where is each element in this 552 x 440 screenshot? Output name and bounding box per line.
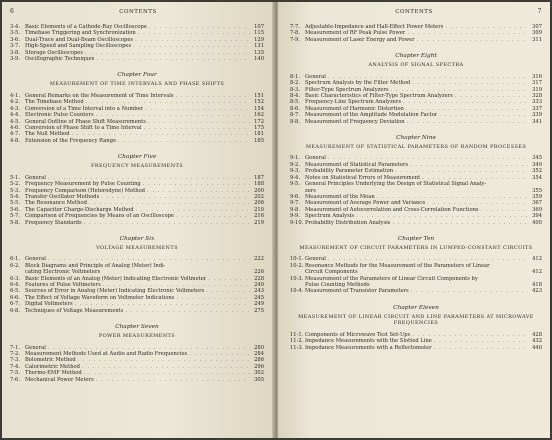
toc-entry-number: 4-1. <box>10 92 21 99</box>
toc-entry-title: Calorimetric Method <box>25 363 81 370</box>
toc-entry-title: Bolometric Method <box>25 357 76 364</box>
toc-entry <box>290 37 542 43</box>
toc-entry-title: The Effect of Voltage Waveform on Voltmeter Indications <box>25 294 175 301</box>
toc-entry-title: Measurement of Transistor Parameters <box>305 288 409 295</box>
chapter-title: POWER MEASUREMENTS <box>98 333 176 340</box>
toc-entry-number: 4-4. <box>10 112 21 119</box>
right-page <box>278 2 550 438</box>
toc-entry-number: 9-8. <box>290 206 301 213</box>
toc-entry-number: 7-8. <box>290 30 301 37</box>
toc-entry-page: 307 <box>532 24 542 30</box>
toc-entry-title: Resonance Methods for the Measurement of the Parameters of Linear <box>305 262 490 269</box>
toc-entry-page: 359 <box>532 193 542 200</box>
toc-entry-title: Notes on Statistical Errors of Measurement <box>305 174 421 181</box>
toc-entry-page: 305 <box>254 376 264 383</box>
toc-entry-page: 151 <box>254 92 264 99</box>
toc-entry <box>290 119 542 125</box>
toc-leader-dots <box>434 345 528 351</box>
toc-entry-number: 3-6. <box>10 36 21 43</box>
toc-entry <box>10 220 264 226</box>
toc-entry-page: 352 <box>532 168 542 175</box>
toc-entry <box>10 56 264 62</box>
toc-entry-number: 7-9. <box>290 36 301 43</box>
toc-entry-page: 275 <box>254 307 264 314</box>
toc-entry-page: 162 <box>254 112 264 119</box>
toc-entry-title: Frequency Measurement by Pulse Counting <box>25 181 141 188</box>
toc-entry-page: 309 <box>532 30 542 37</box>
toc-entry-page: 412 <box>532 256 542 263</box>
toc-entry-number: 6-6. <box>10 294 21 301</box>
chapter-title: VOLTAGE MEASUREMENTS <box>96 244 178 251</box>
toc-entry-title: General Principles Underlying the Design of Statistical Signal Analy- <box>305 181 487 188</box>
toc-entry-number: 6-2. <box>10 262 21 269</box>
toc-entry-number: 6-5. <box>10 288 21 295</box>
toc-entry-page: 337 <box>532 105 542 112</box>
toc-entry <box>290 345 542 351</box>
toc-entry-number: 9-9. <box>290 213 301 220</box>
toc-entry <box>10 308 264 314</box>
toc-entry-number: 5-7. <box>10 213 21 220</box>
toc-entry <box>290 288 542 294</box>
toc-entry-page: 328 <box>532 92 542 99</box>
toc-entry-number: 5-3. <box>10 187 21 194</box>
toc-entry <box>10 377 264 383</box>
toc-entry-page: 394 <box>532 213 542 220</box>
toc-entry-page: 369 <box>532 206 542 213</box>
toc-entry-title: Measurement of Autocorrelation and Cross-Correlation Functions <box>305 206 479 213</box>
toc-entry-number: 7-3. <box>10 357 21 364</box>
toc-entry-title: Measurement Methods Used at Audio and Radio Frequencies <box>25 351 188 357</box>
toc-entry-page: 345 <box>532 155 542 162</box>
chapter-label: Chapter Four <box>117 72 157 79</box>
toc-entry-number: 7-7. <box>290 24 301 30</box>
toc-entry-number: 11-2. <box>290 338 304 345</box>
chapter-label: Chapter Ten <box>397 235 435 242</box>
toc-entry-number: 9-7. <box>290 200 301 207</box>
toc-entry-page: 152 <box>254 99 264 106</box>
chapter-title: FREQUENCY MEASUREMENTS <box>90 163 184 170</box>
toc-entry-number: 9-1. <box>290 155 301 162</box>
toc-entry-title: Spectrum Analysis <box>305 213 355 220</box>
toc-entry-page: 286 <box>254 357 264 364</box>
toc-entry-number: 8-5. <box>290 99 301 106</box>
toc-entry-page: 412 <box>532 269 542 276</box>
right-toc <box>290 24 542 351</box>
toc-entry-title: Oscillographic Techniques <box>25 56 95 63</box>
toc-entry-title: Measurement of Laser Energy and Power <box>305 36 415 43</box>
toc-entry-page: 432 <box>532 338 542 345</box>
toc-entry-page: 302 <box>254 370 264 377</box>
toc-entry-title: Measurement of Harmonic Distortion <box>305 105 404 112</box>
toc-entry-title: Impedance Measurements with the Slotted Line <box>305 338 432 345</box>
toc-entry-title: cating Electronic Voltmeters <box>25 269 101 276</box>
toc-entry-title: Features of Pulse Voltmeters <box>25 282 101 289</box>
toc-entry-title: Electronic Pulse Counters <box>25 112 94 119</box>
toc-entry-title: Basic Elements of an Analog (Meter) Indicating Electronic Voltmeter <box>25 275 207 282</box>
toc-entry-number: 8-4. <box>290 92 301 99</box>
toc-entry-title: Measurement of Frequency Deviation <box>305 118 405 125</box>
toc-entry-title: Measurement of the Mean <box>305 193 375 200</box>
toc-entry-title: Measurement of Average Power and Variance <box>305 200 426 207</box>
toc-entry <box>10 138 264 144</box>
toc-entry-page: 311 <box>532 36 542 43</box>
toc-entry-number: 9-5. <box>290 181 301 188</box>
toc-entry-title: Transfer Oscillator Methods <box>25 193 100 200</box>
toc-entry-page: 245 <box>254 294 264 301</box>
toc-entry-title: Measurement of the Amplitude Modulation Factor <box>305 112 438 119</box>
toc-entry-number: 8-2. <box>290 80 301 87</box>
toc-entry-page: 341 <box>532 118 542 125</box>
toc-entry-page: 187 <box>254 174 264 181</box>
toc-entry-title: Probability Distribution Analysis <box>305 219 391 226</box>
toc-entry-number: 3-9. <box>10 56 21 63</box>
toc-entry-title: The Timebase Method <box>25 99 84 106</box>
toc-entry-title: Extension of the Frequency Range <box>25 137 117 144</box>
toc-entry-page: 354 <box>532 174 542 181</box>
toc-entry-page: 339 <box>532 112 542 119</box>
toc-leader-dots <box>392 220 528 226</box>
right-running-head: CONTENTS <box>395 9 433 15</box>
toc-entry-title: Measurement of Statistical Parameters <box>305 161 409 168</box>
toc-entry-page: 216 <box>254 213 264 220</box>
toc-entry-number: 9-3. <box>290 168 301 175</box>
toc-entry-page: 349 <box>532 161 542 168</box>
toc-entry-page: 202 <box>254 193 264 200</box>
toc-entry-page: 175 <box>254 124 264 131</box>
toc-entry-title: Frequency Comparison (Heterodyne) Method <box>25 187 146 194</box>
toc-entry-number: 10-1. <box>290 256 304 263</box>
toc-entry-page: 188 <box>254 181 264 188</box>
toc-entry-page: 115 <box>254 30 264 37</box>
right-running-header <box>286 8 542 18</box>
toc-entry-title: Timebase Triggering and Synchronization <box>25 30 136 37</box>
toc-entry-title: Storage Oscilloscopes <box>25 49 84 56</box>
chapter-label: Chapter Five <box>117 154 157 161</box>
toc-leader-dots <box>407 119 528 125</box>
toc-entry-title: General Remarks on the Measurement of Time Intervals <box>25 92 174 99</box>
chapter-label: Chapter Nine <box>396 134 436 141</box>
toc-entry-title: Circuit Components <box>305 269 358 276</box>
left-toc <box>10 24 264 383</box>
toc-entry-title: Pulse Counting Methods <box>305 282 370 289</box>
toc-entry-number: 9-2. <box>290 161 301 168</box>
toc-entry-title: Techniques of Voltage Measurements <box>25 307 124 314</box>
toc-entry-title: Measurement of RF Peak Pulse Power <box>305 30 406 37</box>
toc-entry-page: 107 <box>254 24 264 30</box>
toc-entry-title: General <box>25 344 46 351</box>
toc-entry-page: 228 <box>254 275 264 282</box>
toc-entry-number: 5-1. <box>10 174 21 181</box>
toc-entry-number: 3-5. <box>10 30 21 37</box>
left-page-number: 6 <box>10 8 15 15</box>
toc-entry-title: Conversion of a Time Interval into a Number <box>25 105 144 112</box>
toc-entry-title: Basic Characteristics of Filter-Type Spectrum Analyzers <box>305 92 453 99</box>
toc-entry-title: Conversion of Phase Shift to a Time Interval <box>25 124 142 131</box>
toc-entry-number: 6-3. <box>10 275 21 282</box>
toc-entry-page: 333 <box>532 99 542 106</box>
toc-leader-dots <box>417 37 528 43</box>
toc-entry-title: Block Diagrams and Principle of Analog (Meter) Indi- <box>25 262 166 269</box>
toc-entry-number: 11-1. <box>290 331 304 338</box>
toc-entry-number: 4-7. <box>10 131 21 138</box>
chapter-title: ANALYSIS OF SIGNAL SPECTRA <box>368 62 464 69</box>
toc-entry-number: 9-6. <box>290 193 301 200</box>
toc-entry-number: 7-1. <box>10 344 21 351</box>
toc-entry <box>290 220 542 226</box>
toc-entry-title: The Capacitor Charge-Discharge Method <box>25 206 134 213</box>
toc-entry-number: 5-4. <box>10 193 21 200</box>
toc-entry-title: General Outline of Phase Shift Measurements <box>25 118 146 125</box>
toc-entry-page: 240 <box>254 282 264 289</box>
toc-entry-page: 135 <box>254 49 264 56</box>
toc-entry-title: High-Speed and Sampling Oscilloscopes <box>25 43 132 50</box>
toc-entry-page: 172 <box>254 118 264 125</box>
toc-entry-number: 4-3. <box>10 105 21 112</box>
toc-entry-title: Measurement of the Parameters of Linear Circuit Components by <box>305 275 478 282</box>
toc-entry-number: 3-4. <box>10 24 21 30</box>
toc-entry-page: 226 <box>254 269 264 276</box>
toc-entry-page: 131 <box>254 43 264 50</box>
toc-entry-title: General <box>25 174 46 181</box>
toc-leader-dots <box>84 220 250 226</box>
toc-entry-number: 8-6. <box>290 105 301 112</box>
toc-entry-title: Filter-Type Spectrum Analyzers <box>305 86 389 93</box>
toc-entry-title: zers <box>305 187 316 194</box>
toc-entry-title: General <box>25 256 46 263</box>
toc-entry-number: 9-10. <box>290 219 304 226</box>
toc-entry-number: 6-4. <box>10 282 21 289</box>
chapter-title: MEASUREMENT OF TIME INTERVALS AND PHASE SHIFTS <box>49 81 225 88</box>
toc-entry-page: 222 <box>254 256 264 263</box>
toc-leader-dots <box>96 377 250 383</box>
toc-entry-page: 219 <box>254 219 264 226</box>
toc-entry-title: Thermo-EMF Method <box>25 370 82 377</box>
toc-entry-number: 4-5. <box>10 118 21 125</box>
toc-entry-number: 10-3. <box>290 275 304 282</box>
toc-entry-number: 4-6. <box>10 124 21 131</box>
toc-entry-title: Comparison of Frequencies by Means of an Oscilloscope <box>25 213 175 220</box>
toc-entry-page: 200 <box>254 187 264 194</box>
toc-entry-page: 140 <box>254 56 264 63</box>
toc-entry-title: Probability Parameter Estimation <box>305 168 394 175</box>
left-running-header <box>10 8 266 18</box>
toc-entry-number: 3-7. <box>10 43 21 50</box>
toc-entry-number: 5-8. <box>10 219 21 226</box>
toc-entry-number: 5-6. <box>10 206 21 213</box>
toc-entry-title: Digital Voltmeters <box>25 301 73 308</box>
toc-entry-title: The Resonance Method <box>25 200 87 207</box>
toc-entry-page: 423 <box>532 288 542 295</box>
toc-entry-number: 6-8. <box>10 307 21 314</box>
toc-entry-page: 243 <box>254 288 264 295</box>
toc-entry-title: Spectrum Analysis by the Filter Method <box>305 80 411 87</box>
toc-entry-title: Frequency Standards <box>25 219 82 226</box>
toc-entry-page: 284 <box>254 351 264 357</box>
left-running-head: CONTENTS <box>119 9 157 15</box>
toc-entry-page: 280 <box>254 344 264 351</box>
toc-entry-number: 10-2. <box>290 262 304 269</box>
toc-entry-number: 4-8. <box>10 137 21 144</box>
toc-entry-number: 6-7. <box>10 301 21 308</box>
right-page-number: 7 <box>537 8 542 15</box>
toc-entry-page: 316 <box>532 73 542 80</box>
toc-entry-title: Dual-Trace and Dual-Beam Oscilloscopes <box>25 36 134 43</box>
toc-entry-title: Basic Elements of a Cathode-Ray Oscilloscope <box>25 24 147 30</box>
toc-entry-number: 4-2. <box>10 99 21 106</box>
toc-entry-page: 210 <box>254 206 264 213</box>
chapter-title: MEASUREMENT OF STATISTICAL PARAMETERS OF RANDOM PROCESSES <box>305 143 527 150</box>
toc-entry-page: 367 <box>532 200 542 207</box>
toc-entry-number: 7-4. <box>10 363 21 370</box>
left-page <box>2 2 274 438</box>
book-spread <box>2 2 550 438</box>
chapter-label: Chapter Six <box>119 235 155 242</box>
toc-entry-number: 8-8. <box>290 118 301 125</box>
toc-entry-title: Adjustable-Impedance and Hall-Effect Power Meters <box>305 24 444 30</box>
toc-entry-number: 8-7. <box>290 112 301 119</box>
toc-entry-page: 418 <box>532 282 542 289</box>
toc-entry-number: 11-3. <box>290 344 304 351</box>
toc-entry-page: 428 <box>532 331 542 338</box>
toc-entry-number: 5-2. <box>10 181 21 188</box>
toc-entry-page: 249 <box>254 301 264 308</box>
toc-leader-dots <box>96 56 250 62</box>
toc-entry-page: 129 <box>254 36 264 43</box>
chapter-label: Chapter Eleven <box>393 304 439 311</box>
toc-entry-title: General <box>305 73 326 80</box>
toc-entry-page: 355 <box>532 187 542 194</box>
chapter-title: MEASUREMENT OF LINEAR CIRCUIT AND LINE PARAMETERS AT MICROWAVE FREQUENCIES <box>298 313 534 327</box>
toc-entry-number: 3-8. <box>10 49 21 56</box>
toc-leader-dots <box>125 308 250 314</box>
toc-entry-number: 9-4. <box>290 174 301 181</box>
chapter-label: Chapter Seven <box>115 324 159 331</box>
toc-entry-number: 8-3. <box>290 86 301 93</box>
chapter-label: Chapter Eight <box>395 53 437 60</box>
toc-entry-title: General <box>305 155 326 162</box>
toc-entry-page: 181 <box>254 131 264 138</box>
toc-entry-title: Frequency-Line Spectrum Analyzers <box>305 99 402 106</box>
toc-entry-title: Mechanical Power Meters <box>25 376 94 383</box>
toc-leader-dots <box>118 138 250 144</box>
toc-entry-page: 317 <box>532 80 542 87</box>
toc-entry-title: Impedance Measurements with a Reflectometer <box>305 344 432 351</box>
toc-entry-page: 440 <box>532 344 542 351</box>
toc-entry-page: 185 <box>254 137 264 144</box>
toc-entry-title: General <box>305 256 326 263</box>
toc-entry-number: 5-5. <box>10 200 21 207</box>
chapter-title: MEASUREMENT OF CIRCUIT PARAMETERS IN LUMPED-CONSTANT CIRCUITS <box>299 244 533 251</box>
toc-entry-page: 296 <box>254 363 264 370</box>
toc-entry-page: 400 <box>532 219 542 226</box>
toc-entry-number: 7-5. <box>10 370 21 377</box>
toc-entry-number: 7-2. <box>10 351 21 357</box>
toc-entry-page: 206 <box>254 200 264 207</box>
toc-entry-page: 319 <box>532 86 542 93</box>
toc-entry-title: Sources of Error in Analog (Meter) Indicating Electronic Voltmeters <box>25 288 205 295</box>
toc-entry-page: 154 <box>254 105 264 112</box>
toc-entry-number: 8-1. <box>290 73 301 80</box>
toc-leader-dots <box>411 288 528 294</box>
toc-entry-number: 10-4. <box>290 288 304 295</box>
toc-entry-title: Components of Microwave Test Set-Ups <box>305 331 411 338</box>
toc-entry-number: 7-6. <box>10 376 21 383</box>
toc-entry-title: The Null Method <box>25 131 70 138</box>
toc-entry-number: 6-1. <box>10 256 21 263</box>
